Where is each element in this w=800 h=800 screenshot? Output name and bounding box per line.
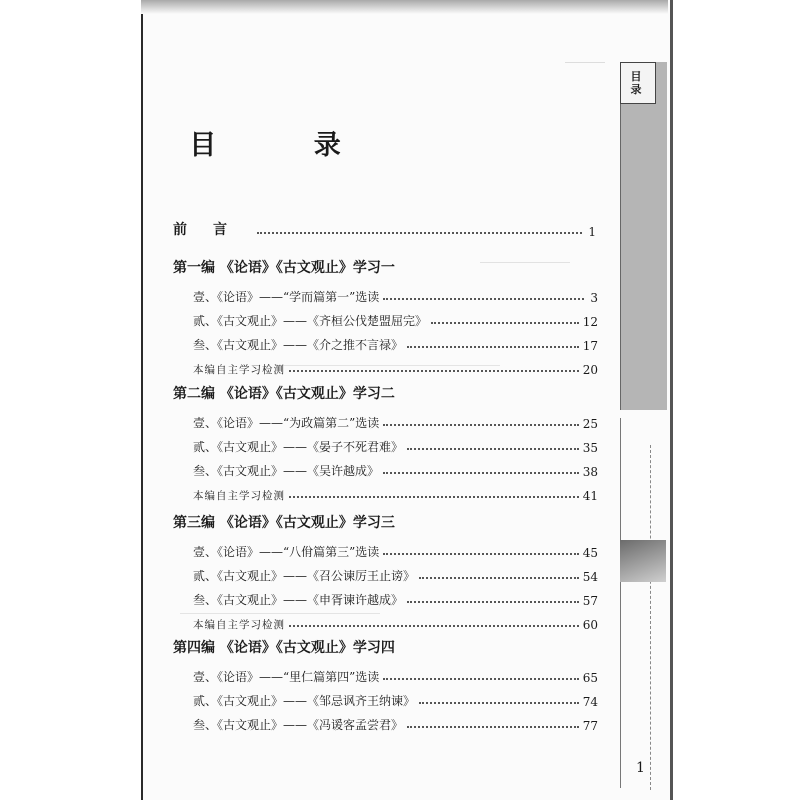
toc-entry[interactable] bbox=[173, 305, 598, 329]
dot-leader bbox=[383, 553, 578, 555]
entry-title: 贰、《古文观止》——《齐桓公伐楚盟屈完》 bbox=[193, 314, 428, 328]
entry-title: 壹、《论语》——“为政篇第二”选读 bbox=[193, 416, 380, 430]
entry-title: 本编自主学习检测 bbox=[193, 619, 285, 631]
entry-title: 本编自主学习检测 bbox=[193, 490, 285, 502]
right-margin bbox=[668, 0, 800, 800]
toc-section-3 bbox=[173, 512, 598, 632]
edge-marker-block bbox=[620, 540, 666, 582]
page-edge-line bbox=[620, 418, 621, 788]
page-number: 77 bbox=[582, 719, 598, 733]
dot-leader bbox=[289, 496, 579, 498]
entry-title: 叁、《古文观止》——《吴许越成》 bbox=[193, 464, 380, 478]
toc-entry[interactable] bbox=[173, 329, 598, 353]
toc-entry[interactable] bbox=[173, 584, 598, 608]
toc-entry[interactable] bbox=[173, 661, 598, 685]
section-title: 第三编 《论语》《古文观止》学习三 bbox=[173, 515, 395, 531]
page-top-shadow bbox=[141, 0, 668, 14]
section-title: 第四编 《论语》《古文观止》学习四 bbox=[173, 640, 395, 656]
dot-leader bbox=[431, 322, 579, 324]
page-number: 3 bbox=[590, 291, 598, 305]
toc-entry[interactable] bbox=[173, 281, 598, 305]
toc-entry[interactable] bbox=[173, 407, 598, 431]
toc-section-2 bbox=[173, 383, 598, 503]
page-number: 60 bbox=[582, 618, 598, 632]
page-number: 12 bbox=[582, 315, 598, 329]
page-number: 41 bbox=[582, 489, 598, 503]
dot-leader bbox=[383, 298, 584, 300]
toc-entry-self-test[interactable] bbox=[173, 353, 598, 377]
section-title: 第二编 《论语》《古文观止》学习二 bbox=[173, 386, 395, 402]
dot-leader bbox=[407, 726, 579, 728]
dot-leader bbox=[257, 232, 582, 234]
toc-entry[interactable] bbox=[173, 560, 598, 584]
entry-title: 壹、《论语》——“学而篇第一”选读 bbox=[193, 290, 380, 304]
entry-title: 本编自主学习检测 bbox=[193, 364, 285, 376]
toc-section-4 bbox=[173, 637, 598, 733]
entry-title: 贰、《古文观止》——《邹忌讽齐王纳谏》 bbox=[193, 694, 416, 708]
dot-leader bbox=[419, 577, 579, 579]
toc-entry-self-test[interactable] bbox=[173, 608, 598, 632]
page-title: 目 录 bbox=[189, 130, 385, 161]
entry-title: 叁、《古文观止》——《冯谖客孟尝君》 bbox=[193, 718, 404, 732]
entry-title: 壹、《论语》——“里仁篇第四”选读 bbox=[193, 670, 380, 684]
toc-entry[interactable] bbox=[173, 431, 598, 455]
cut-guide-line bbox=[650, 445, 651, 790]
page-number: 17 bbox=[582, 339, 598, 353]
side-tab-strip bbox=[620, 62, 667, 410]
page-number: 35 bbox=[582, 441, 598, 455]
toc-section-1 bbox=[173, 257, 598, 377]
dot-leader bbox=[419, 702, 579, 704]
dot-leader bbox=[407, 601, 579, 603]
page-number: 20 bbox=[582, 363, 598, 377]
page-number: 65 bbox=[582, 671, 598, 685]
entry-title: 叁、《古文观止》——《介之推不言禄》 bbox=[193, 338, 404, 352]
page-number: 38 bbox=[582, 465, 598, 479]
entry-title: 壹、《论语》——“八佾篇第三”选读 bbox=[193, 545, 380, 559]
page-number: 1 bbox=[588, 225, 596, 239]
toc-entry[interactable] bbox=[173, 709, 598, 733]
dot-leader bbox=[383, 424, 578, 426]
toc-entry-self-test[interactable] bbox=[173, 479, 598, 503]
side-tab-label: 目录 bbox=[630, 70, 642, 96]
entry-title: 叁、《古文观止》——《申胥谏许越成》 bbox=[193, 593, 404, 607]
toc-preface-row[interactable] bbox=[173, 217, 596, 239]
toc-entry[interactable] bbox=[173, 536, 598, 560]
entry-title: 贰、《古文观止》——《召公谏厉王止谤》 bbox=[193, 569, 416, 583]
dot-leader bbox=[383, 678, 578, 680]
page-number: 54 bbox=[582, 570, 598, 584]
page-number: 25 bbox=[582, 417, 598, 431]
toc-entry[interactable] bbox=[173, 455, 598, 479]
dot-leader bbox=[407, 346, 579, 348]
section-title: 第一编 《论语》《古文观止》学习一 bbox=[173, 260, 395, 276]
folio-page-number: 1 bbox=[636, 760, 645, 776]
dot-leader bbox=[289, 625, 579, 627]
toc-entry[interactable] bbox=[173, 685, 598, 709]
dot-leader bbox=[383, 472, 579, 474]
dot-leader bbox=[407, 448, 579, 450]
dot-leader bbox=[289, 370, 579, 372]
page-number: 74 bbox=[582, 695, 598, 709]
page-number: 45 bbox=[582, 546, 598, 560]
entry-title: 贰、《古文观止》——《晏子不死君难》 bbox=[193, 440, 404, 454]
page-number: 57 bbox=[582, 594, 598, 608]
preface-label: 前言 bbox=[173, 222, 253, 238]
bleed-through-mark bbox=[565, 62, 605, 75]
